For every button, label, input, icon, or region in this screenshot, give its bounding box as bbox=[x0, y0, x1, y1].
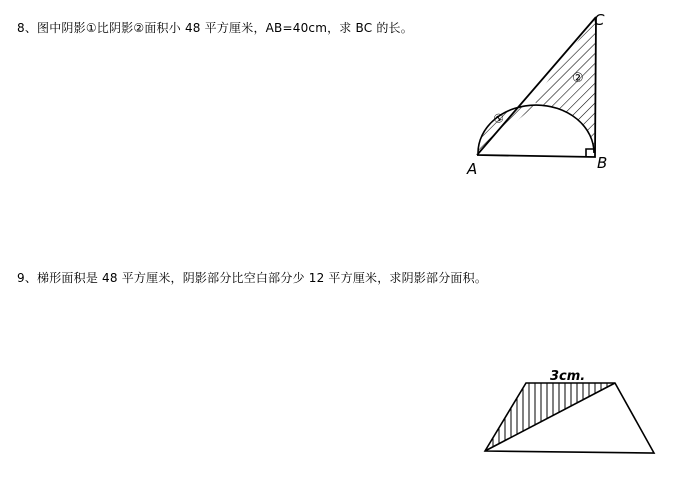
problem-8-text: 8、图中阴影①比阴影②面积小 48 平方厘米，AB=40cm，求 BC 的长。 bbox=[17, 21, 413, 35]
region-1-label: ① bbox=[490, 109, 508, 128]
problem-9-figure bbox=[478, 360, 663, 460]
vertex-b-label: B bbox=[597, 154, 608, 172]
right-angle-mark bbox=[586, 149, 594, 156]
vertex-c-label: C bbox=[594, 11, 605, 29]
problem-8-figure bbox=[455, 5, 615, 180]
region-2-shading bbox=[535, 17, 596, 153]
top-length-label: 3cm. bbox=[550, 369, 586, 384]
problem-9-text: 9、梯形面积是 48 平方厘米，阴影部分比空白部分少 12 平方厘米，求阴影部分面积。 bbox=[17, 271, 488, 285]
region-2-label: ② bbox=[572, 71, 584, 86]
vertex-a-label: A bbox=[467, 160, 478, 178]
